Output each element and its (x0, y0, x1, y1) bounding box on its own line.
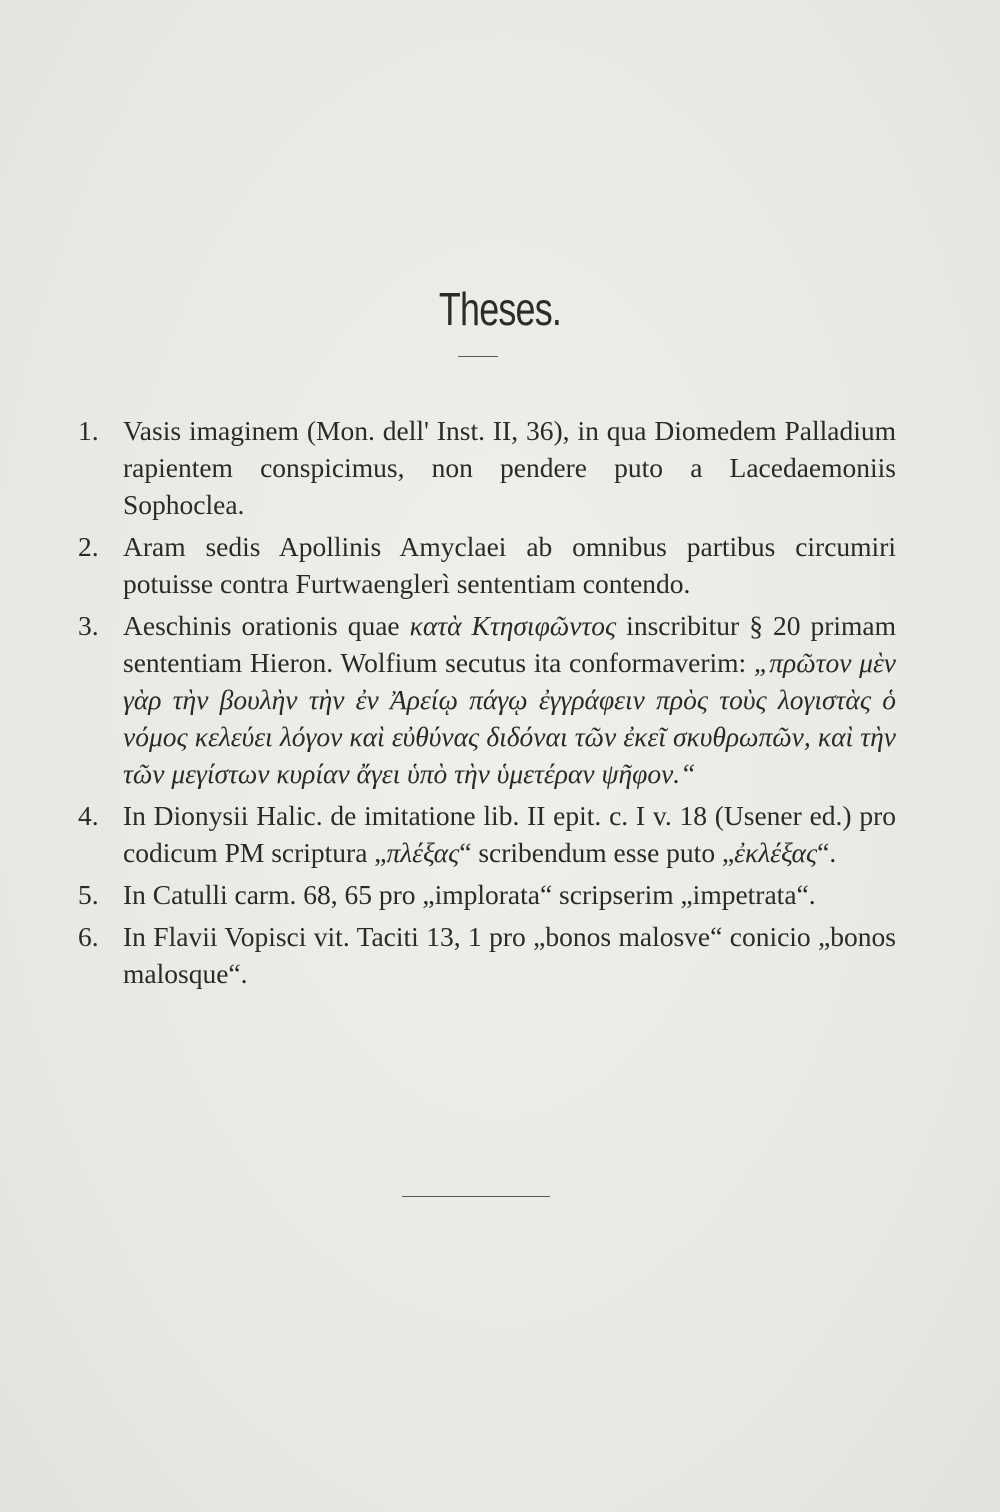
greek-word: πλέξας (386, 837, 460, 868)
title-rule (458, 356, 498, 357)
thesis-text: Aram sedis Apollinis Amyclaei ab omnibus partibus circumiri potuisse contra Furtwaenglerì sententiam contendo. (123, 531, 896, 599)
thesis-text: Vasis imaginem (Mon. dell' Inst. II, 36), in qua Diomedem Palladium rapientem conspicimus, non pendere puto a Lacedaemoniis Sophoclea. (123, 415, 896, 520)
greek-word: ἐκλέξας (734, 837, 818, 868)
thesis-text: In Flavii Vopisci vit. Taciti 13, 1 pro „bonos malosve“ conicio „bonos malosque“. (123, 921, 896, 989)
thesis-4 (78, 797, 896, 871)
thesis-6 (78, 918, 896, 992)
thesis-text: Aeschinis orationis quae (123, 610, 410, 641)
greek-quotation: „πρῶτον μὲν γὰρ τὴν βουλὴν τὴν ἐν Ἀρείῳ πάγῳ ἐγγράφειν πρὸς τοὺς λογιστὰς ὁ νόμος κελεύει λόγον καὶ εὐθύνας διδόναι τῶν ἐκεῖ σκυθρωπῶν, καὶ τὴν τῶν μεγίστων κυρίαν ἄγει ὑπὸ τὴν ὑμετέραν ψῆφον.“ (123, 647, 896, 789)
page-title: Theses. (438, 283, 562, 335)
thesis-text: inscribitur § 20 primam sententiam Hieron. Wolfium secutus ita conformaverim: (123, 610, 897, 678)
thesis-number: 2. (78, 531, 99, 562)
closing-rule (402, 1196, 550, 1197)
thesis-1 (78, 412, 896, 523)
thesis-3 (78, 607, 896, 792)
thesis-number: 6. (78, 921, 99, 952)
thesis-number: 1. (78, 415, 99, 446)
theses-list (78, 412, 896, 997)
greek-title: κατὰ Κτησιφῶντος (409, 610, 617, 641)
thesis-number: 3. (78, 610, 99, 641)
thesis-text: “ scribendum esse puto „ (459, 837, 735, 868)
thesis-text: “. (817, 837, 837, 868)
thesis-text: In Dionysii Halic. de imitatione lib. II epit. c. I v. 18 (Usener ed.) pro codicum PM scriptura „ (123, 800, 896, 868)
thesis-5 (78, 876, 896, 913)
thesis-text: In Catulli carm. 68, 65 pro „implorata“ scripserim „impetrata“. (123, 879, 816, 910)
thesis-number: 4. (78, 800, 99, 831)
thesis-2 (78, 528, 896, 602)
thesis-number: 5. (78, 879, 99, 910)
